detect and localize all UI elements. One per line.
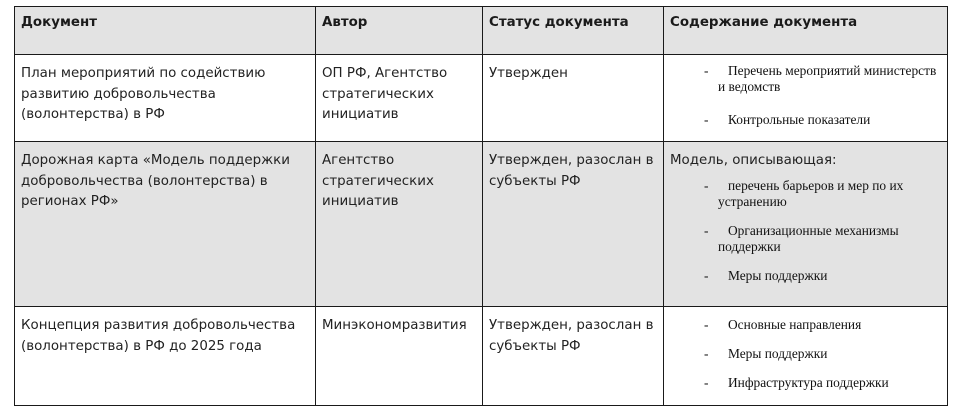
list-item-text: Инфраструктура поддержки — [728, 375, 889, 390]
header-document: Документ — [15, 7, 316, 55]
table-row — [15, 307, 948, 406]
documents-table — [14, 6, 948, 406]
list-item-text: Перечень мероприятий министерств и ведомств — [718, 63, 937, 94]
list-item-text: Основные направления — [728, 317, 862, 332]
list-item — [670, 346, 941, 362]
bullet-dash: - — [704, 177, 709, 193]
cell-status: Утвержден, разослан в субъекты РФ — [483, 142, 664, 307]
content-intro: Модель, описывающая: — [670, 153, 837, 168]
bullet-dash: - — [704, 222, 709, 238]
list-item — [670, 63, 941, 95]
table-header-row — [15, 7, 948, 55]
cell-content — [664, 142, 948, 307]
bullet-dash: - — [704, 112, 709, 127]
header-status: Статус документа — [483, 7, 664, 55]
bullet-dash: - — [704, 317, 709, 332]
cell-document: Дорожная карта «Модель поддержки добровольчества (волонтерства) в регионах РФ» — [15, 142, 316, 307]
list-item — [670, 268, 941, 284]
content-list — [670, 63, 941, 128]
cell-author: ОП РФ, Агентство стратегических инициатив — [316, 55, 483, 142]
list-item — [670, 317, 941, 333]
list-item — [670, 112, 941, 128]
table-row — [15, 55, 948, 142]
list-item — [670, 375, 941, 391]
cell-content — [664, 55, 948, 142]
bullet-dash: - — [704, 267, 709, 283]
cell-status: Утвержден, разослан в субъекты РФ — [483, 307, 664, 406]
list-item-text: Меры поддержки — [728, 346, 828, 361]
cell-author: Агентство стратегических инициатив — [316, 142, 483, 307]
header-author: Автор — [316, 7, 483, 55]
header-content: Содержание документа — [664, 7, 948, 55]
list-item-text: Контрольные показатели — [728, 112, 871, 127]
list-item-text: перечень барьеров и мер по их устранению — [718, 177, 904, 209]
list-item-text: Организационные механизмы поддержки — [718, 222, 899, 254]
bullet-dash: - — [704, 63, 709, 78]
cell-status: Утвержден — [483, 55, 664, 142]
bullet-dash: - — [704, 375, 709, 390]
content-list — [670, 178, 941, 284]
table-row — [15, 142, 948, 307]
bullet-dash: - — [704, 346, 709, 361]
cell-content — [664, 307, 948, 406]
content-list — [670, 317, 941, 391]
list-item — [670, 178, 941, 210]
list-item-text: Меры поддержки — [728, 267, 828, 283]
list-item — [670, 223, 941, 255]
cell-author: Минэкономразвития — [316, 307, 483, 406]
cell-document: Концепция развития добровольчества (волонтерства) в РФ до 2025 года — [15, 307, 316, 406]
cell-document: План мероприятий по содействию развитию добровольчества (волонтерства) в РФ — [15, 55, 316, 142]
